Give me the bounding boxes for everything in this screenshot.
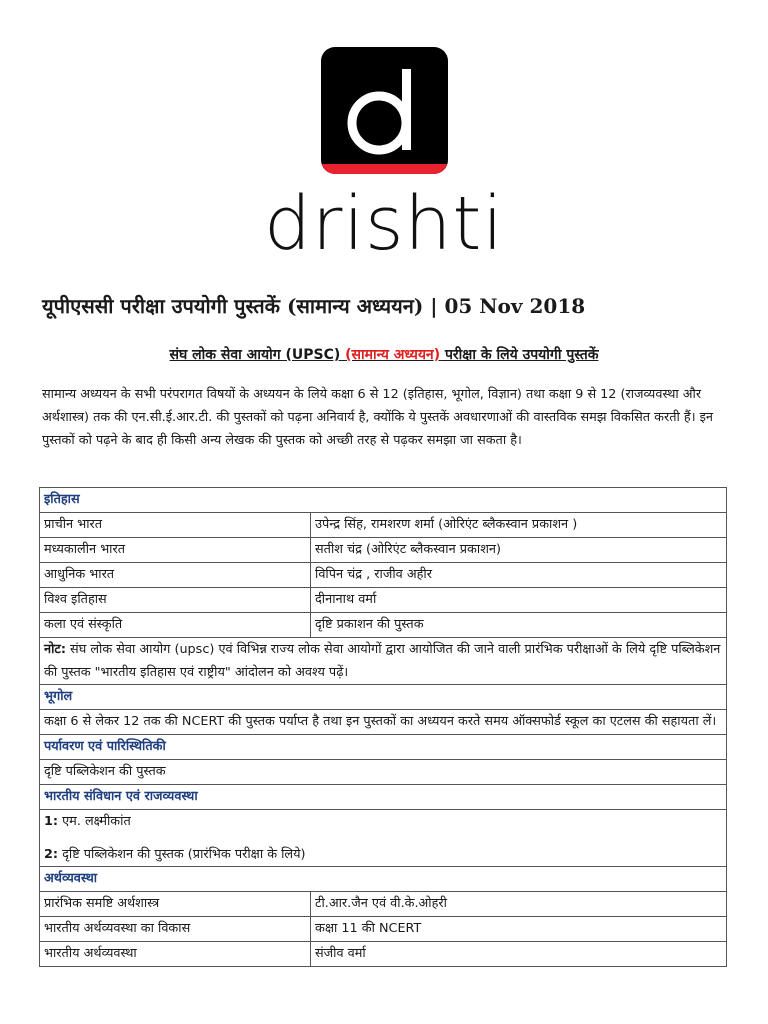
subject-cell: भारतीय अर्थव्यवस्था का विकास	[40, 917, 311, 942]
note-row	[40, 638, 727, 685]
subject-cell: कला एवं संस्कृति	[40, 613, 311, 638]
logo-wordmark: drishti	[264, 181, 504, 267]
item-number: 2:	[44, 847, 59, 862]
subject-cell: प्रारंभिक समष्टि अर्थशास्त्र	[40, 892, 311, 917]
subtitle-part3: परीक्षा के लिये उपयोगी पुस्तकें	[440, 347, 599, 363]
book-cell: विपिन चंद्र , राजीव अहीर	[311, 563, 727, 588]
geography-heading: भूगोल	[40, 685, 727, 710]
note-label: नोट:	[44, 642, 66, 657]
page-title: यूपीएससी परीक्षा उपयोगी पुस्तकें (सामान्य अध्ययन) | 05 Nov 2018	[42, 294, 586, 318]
spacer	[44, 833, 722, 843]
table-row	[40, 710, 727, 735]
item-text: एम. लक्ष्मीकांत	[58, 814, 131, 829]
book-cell: सतीश चंद्र (ओरिएंट ब्लैकस्वान प्रकाशन)	[311, 538, 727, 563]
table-row	[40, 613, 727, 638]
intro-paragraph: सामान्य अध्ययन के सभी परंपरागत विषयों के अध्ययन के लिये कक्षा 6 से 12 (इतिहास, भूगोल, विज्ञान) तथा कक्षा 9 से 12 (राजव्यवस्था और अर्थशास्त्र) तक की एन.सी.ई.आर.टी. की पुस्तकों को पढ़ना अनिवार्य है, क्योंकि ये पुस्तकें अवधारणाओं की वास्तविक समझ विकसित करती हैं। इन पुस्तकों को पढ़ने के बाद ही किसी अन्य लेखक की पुस्तक को अच्छी तरह से पढ़कर समझा जा सकता है।	[42, 387, 714, 448]
subject-cell: आधुनिक भारत	[40, 563, 311, 588]
history-note	[40, 638, 727, 685]
polity-heading: भारतीय संविधान एवं राजव्यवस्था	[40, 785, 727, 810]
d-letter-icon	[321, 47, 448, 174]
subject-cell: विश्व इतिहास	[40, 588, 311, 613]
book-cell: कक्षा 11 की NCERT	[311, 917, 727, 942]
logo-red-stripe	[321, 164, 448, 174]
section-heading-row	[40, 685, 727, 710]
book-cell: दृष्टि प्रकाशन की पुस्तक	[311, 613, 727, 638]
page-subtitle	[0, 344, 768, 366]
section-heading-row	[40, 735, 727, 760]
table-row	[40, 942, 727, 967]
table-row	[40, 513, 727, 538]
item-text: दृष्टि पब्लिकेशन की पुस्तक (प्रारंभिक परीक्षा के लिये)	[58, 847, 306, 862]
table-row	[40, 917, 727, 942]
subject-cell: भारतीय अर्थव्यवस्था	[40, 942, 311, 967]
drishti-logo-mark	[321, 47, 448, 174]
environment-text: दृष्टि पब्लिकेशन की पुस्तक	[40, 760, 727, 785]
table-row	[40, 810, 727, 867]
book-cell: संजीव वर्मा	[311, 942, 727, 967]
book-cell: टी.आर.जैन एवं वी.के.ओहरी	[311, 892, 727, 917]
table-row	[40, 538, 727, 563]
table-row	[40, 588, 727, 613]
polity-item-2	[44, 843, 722, 866]
polity-item-1	[44, 810, 722, 833]
item-number: 1:	[44, 814, 59, 829]
subtitle-highlight: (सामान्य अध्ययन)	[345, 347, 441, 363]
section-heading-row	[40, 488, 727, 513]
book-cell: उपेन्द्र सिंह, रामशरण शर्मा (ओरिएंट ब्लैकस्वान प्रकाशन )	[311, 513, 727, 538]
subtitle-part1: संघ लोक सेवा आयोग (UPSC)	[169, 347, 346, 363]
note-text: संघ लोक सेवा आयोग (upsc) एवं विभिन्न राज्य लोक सेवा आयोगों द्वारा आयोजित की जाने वाली प्रारंभिक परीक्षाओं के लिये दृष्टि पब्लिकेशन की पुस्तक "भारतीय इतिहास एवं राष्ट्रीय" आंदोलन को अवश्य पढ़ें।	[44, 642, 721, 680]
section-heading-row	[40, 785, 727, 810]
book-cell: दीनानाथ वर्मा	[311, 588, 727, 613]
geography-text: कक्षा 6 से लेकर 12 तक की NCERT की पुस्तक पर्याप्त है तथा इन पुस्तकों का अध्ययन करते समय ऑक्सफोर्ड स्कूल का एटलस की सहायता लें।	[40, 710, 727, 735]
table-row	[40, 563, 727, 588]
subject-cell: प्राचीन भारत	[40, 513, 311, 538]
section-heading-row	[40, 867, 727, 892]
books-table	[39, 487, 727, 967]
polity-books	[40, 810, 727, 867]
subject-cell: मध्यकालीन भारत	[40, 538, 311, 563]
table-row	[40, 760, 727, 785]
table-row	[40, 892, 727, 917]
environment-heading: पर्यावरण एवं पारिस्थितिकी	[40, 735, 727, 760]
history-heading: इतिहास	[40, 488, 727, 513]
economy-heading: अर्थव्यवस्था	[40, 867, 727, 892]
